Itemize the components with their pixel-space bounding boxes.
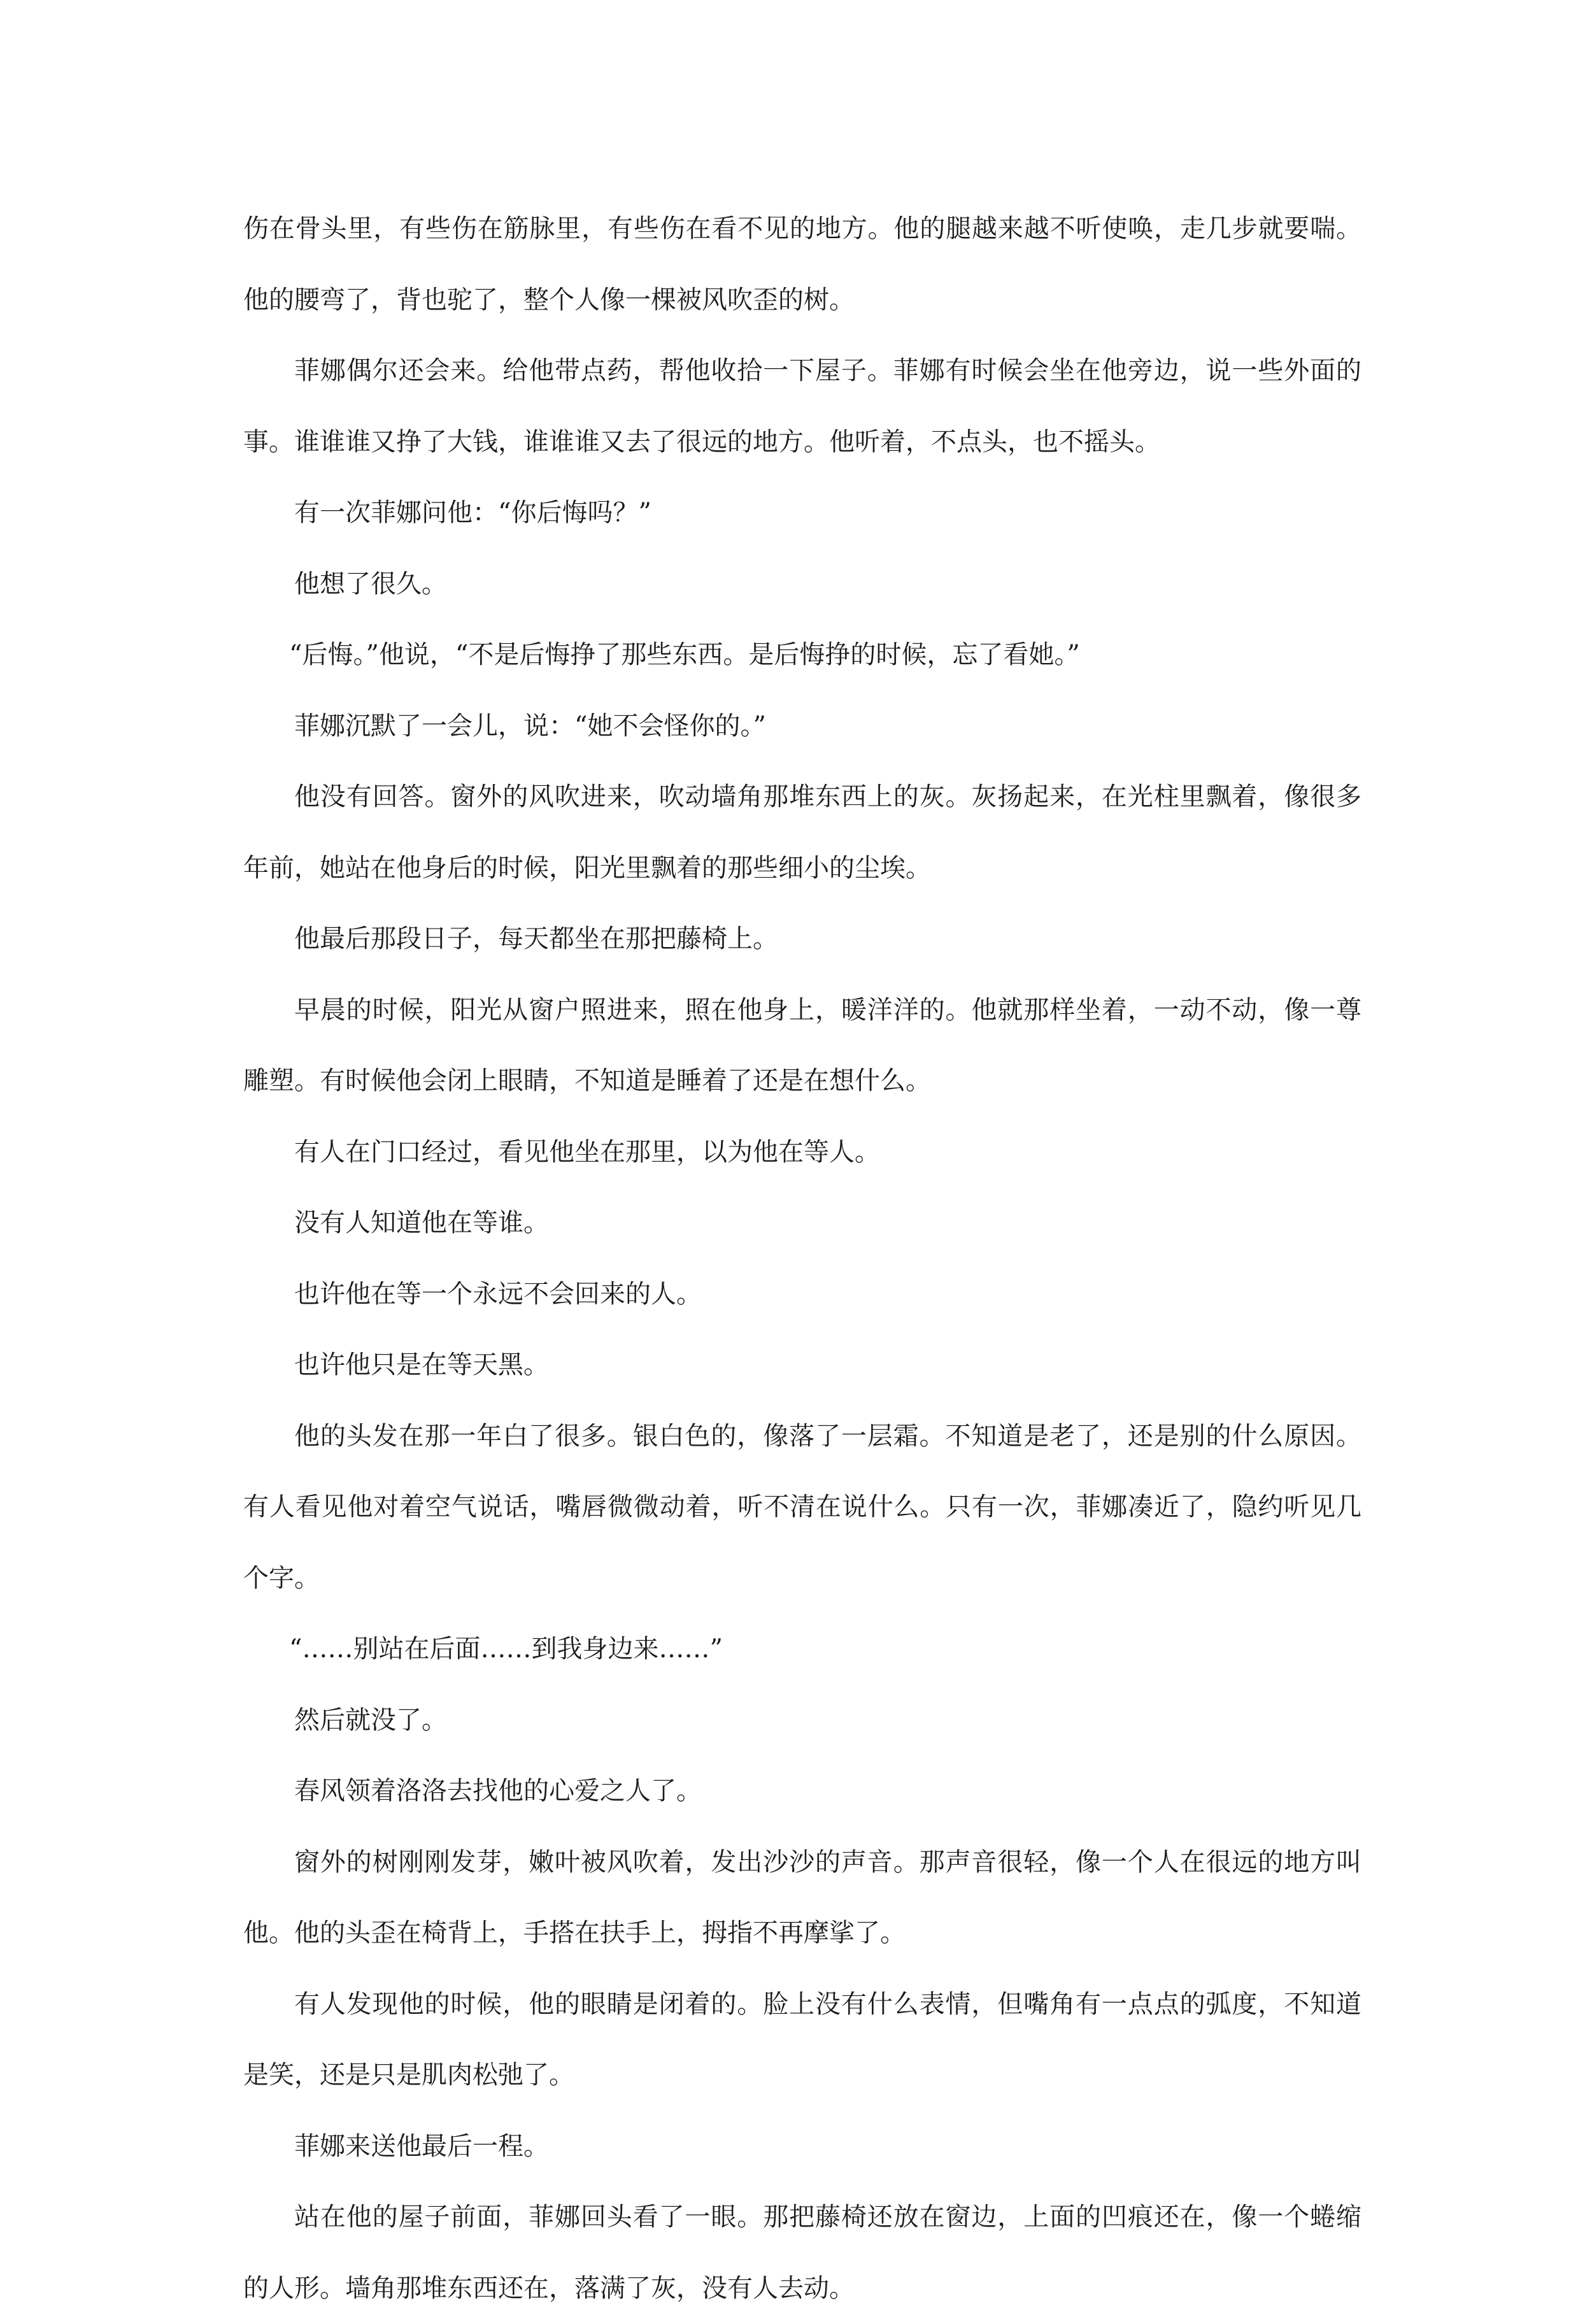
paragraph-4: 他想了很久。 [294,569,447,599]
paragraph-16: 然后就没了。 [294,1705,447,1735]
paragraph-2: 菲娜偶尔还会来。给他带点药，帮他收拾一下屋子。菲娜有时候会坐在他旁边，说一些外面的事。谁谁谁又挣了大钱，谁谁谁又去了很远的地方。他听着，不点头，也不摇头。 [243,356,1361,457]
paragraph-21: 站在他的屋子前面，菲娜回头看了一眼。那把藤椅还放在窗边，上面的凹痕还在，像一个蜷缩的人形。墙角那堆东西还在，落满了灰，没有人去动。 [243,2202,1361,2303]
paragraph-17: 春风领着洛洛去找他的心爱之人了。 [294,1776,702,1806]
paragraph-20: 菲娜来送他最后一程。 [294,2131,549,2161]
paragraph-15: “……别站在后面……到我身边来……” [289,1634,723,1664]
paragraph-13: 也许他只是在等天黑。 [294,1350,549,1379]
paragraph-8: 他最后那段日子，每天都坐在那把藤椅上。 [294,924,778,953]
paragraph-10: 有人在门口经过，看见他坐在那里，以为他在等人。 [294,1137,880,1167]
paragraph-1: 伤在骨头里，有些伤在筋脉里，有些伤在看不见的地方。他的腿越来越不听使唤，走几步就要喘。他的腰弯了，背也驼了，整个人像一棵被风吹歪的树。 [243,214,1361,315]
paragraph-18: 窗外的树刚刚发芽，嫩叶被风吹着，发出沙沙的声音。那声音很轻，像一个人在很远的地方叫他。他的头歪在椅背上，手搭在扶手上，拇指不再摩挲了。 [243,1847,1361,1948]
paragraph-12: 也许他在等一个永远不会回来的人。 [294,1279,702,1309]
body-text [243,194,1361,2324]
paragraph-14: 他的头发在那一年白了很多。银白色的，像落了一层霜。不知道是老了，还是别的什么原因。有人看见他对着空气说话，嘴唇微微动着，听不清在说什么。只有一次，菲娜凑近了，隐约听见几个字。 [243,1421,1361,1593]
paragraph-3: 有一次菲娜问他：“你后悔吗？” [294,498,651,527]
paragraph-11: 没有人知道他在等谁。 [294,1208,549,1237]
paragraph-7: 他没有回答。窗外的风吹进来，吹动墙角那堆东西上的灰。灰扬起来，在光柱里飘着，像很多年前，她站在他身后的时候，阳光里飘着的那些细小的尘埃。 [243,782,1361,883]
paragraph-9: 早晨的时候，阳光从窗户照进来，照在他身上，暖洋洋的。他就那样坐着，一动不动，像一尊雕塑。有时候他会闭上眼睛，不知道是睡着了还是在想什么。 [243,995,1361,1095]
paragraph-5: “后悔。”他说，“不是后悔挣了那些东西。是后悔挣的时候，忘了看她。” [289,640,1080,669]
paragraph-6: 菲娜沉默了一会儿，说：“她不会怪你的。” [294,711,766,741]
paragraph-19: 有人发现他的时候，他的眼睛是闭着的。脸上没有什么表情，但嘴角有一点点的弧度，不知道是笑，还是只是肌肉松弛了。 [243,1989,1361,2090]
